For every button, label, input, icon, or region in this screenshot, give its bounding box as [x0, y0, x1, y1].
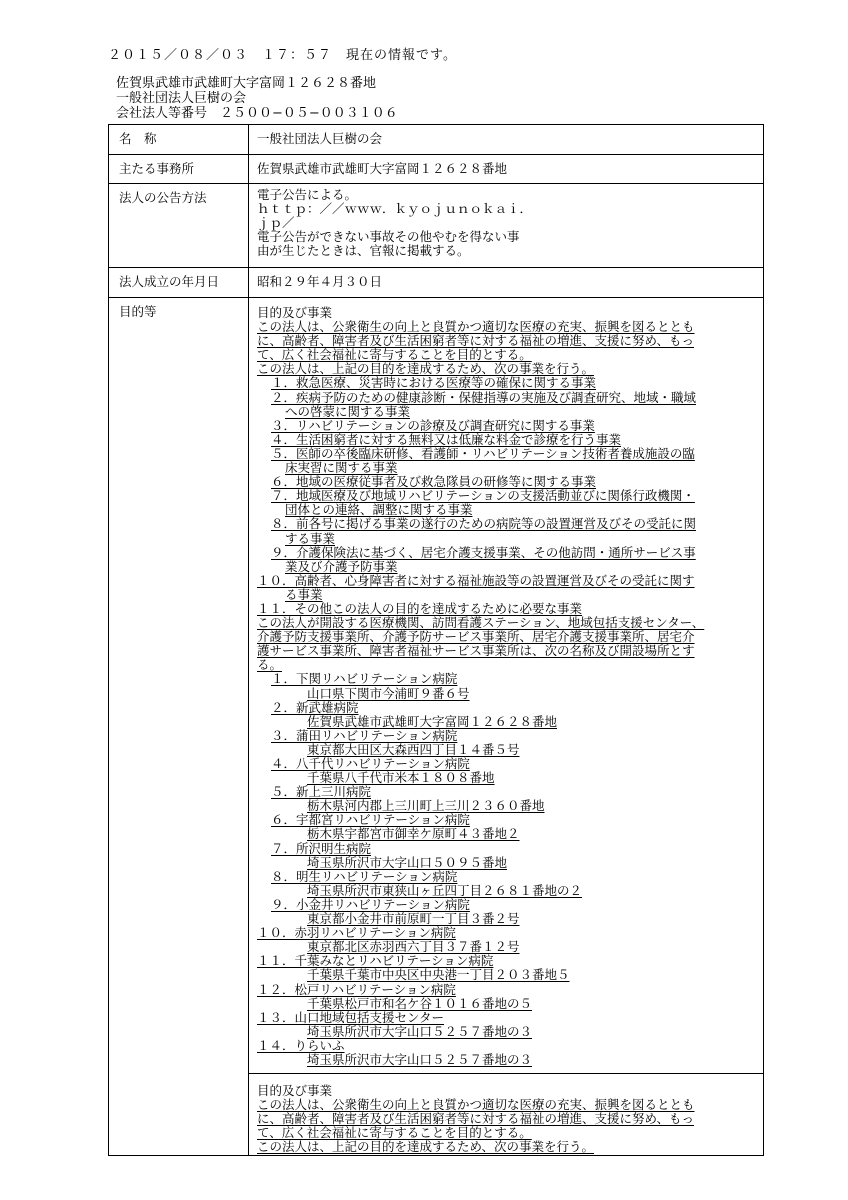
- notice-line: 電子公告による。: [257, 187, 358, 202]
- purpose-line: この法人が開設する医療機関、訪問看護ステーション、地域包括支援センター、: [257, 615, 705, 631]
- purpose-line: １３．山口地域包括支援センター: [257, 1009, 445, 1025]
- notice-line: 由が生じたときは、官報に掲載する。: [257, 243, 470, 259]
- purpose-line: この法人は、公衆衛生の向上と良質かつ適切な医療の充実、振興を図るととも: [257, 319, 695, 335]
- purpose-line: ８．前各号に掲げる事業の遂行のための病院等の設置運営及びその受託に関: [271, 516, 697, 532]
- purpose-line: て、広く社会福祉に寄与することを目的とする。: [257, 1125, 532, 1141]
- purpose-line: １１．その他この法人の目的を達成するために必要な事業: [257, 600, 583, 616]
- purpose-line: １．救急医療、災害時における医療等の確保に関する事業: [271, 375, 597, 391]
- label-office: 主たる事務所: [109, 155, 249, 184]
- purpose-line: ９．介護保険法に基づく、居宅介護支援事業、その他訪問・通所サービス事: [271, 544, 696, 560]
- purpose-line: 栃木県河内郡上三川町上三川２３６０番地: [307, 798, 545, 814]
- notice-line: ｈｔｔｐ：／／ｗｗｗ．ｋｙｏｊｕｎｏｋａｉ．: [257, 201, 533, 217]
- notice-line: 電子公告ができない事故その他やむを得ない事: [257, 229, 520, 245]
- header-corp-number: 会社法人等番号 ２５００−０５−００３１０６: [116, 106, 398, 121]
- row-established: [109, 268, 764, 298]
- purpose-line: １０．高齢者、心身障害者に対する福祉施設等の設置運営及びその受託に関す: [257, 572, 695, 588]
- purpose-line: ４．八千代リハビリテーション病院: [271, 756, 470, 771]
- purpose-line: 業及び介護予防事業: [285, 558, 398, 574]
- purpose-line: ９．小金井リハビリテーション病院: [271, 896, 470, 912]
- header-address: 佐賀県武雄市武雄町大字富岡１２６２８番地: [116, 76, 377, 91]
- purpose-line: 東京都小金井市前原町一丁目３番２号: [307, 911, 520, 927]
- label-notice: 法人の公告方法: [109, 184, 249, 268]
- purpose-line: 埼玉県所沢市大字山口５２５７番地の３: [307, 1051, 533, 1067]
- purpose-line: ４．生活困窮者に対する無料又は低廉な料金で診療を行う事業: [271, 431, 622, 447]
- purpose-line: 埼玉県所沢市東狭山ヶ丘四丁目２６８１番地の２: [307, 882, 583, 898]
- purpose-line: ５．新上三川病院: [271, 784, 372, 800]
- purpose-line: ７．所沢明生病院: [271, 840, 372, 856]
- purpose-line: 佐賀県武雄市武雄町大字富岡１２６２８番地: [307, 713, 558, 729]
- purpose-line: る。: [257, 657, 283, 673]
- purpose-line: 介護予防支援事業所、介護予防サービス事業所、居宅介護支援事業所、居宅介: [257, 629, 695, 645]
- purpose-line: 埼玉県所沢市大字山口５２５７番地の３: [307, 1023, 533, 1039]
- label-purpose: 目的等: [109, 298, 249, 1156]
- purpose-line: 千葉県松戸市和名ケ谷１０１６番地の５: [307, 995, 533, 1011]
- purpose-line: ２．新武雄病院: [271, 699, 359, 715]
- purpose-line: 目的及び事業: [257, 1083, 333, 1099]
- timestamp: ２０１５／０８／０３ １７：５７ 現在の情報です。: [108, 48, 457, 63]
- purpose-line: 団体との連絡、調整に関する事業: [285, 502, 473, 518]
- purpose-line: 栃木県宇都宮市御幸ケ原町４３番地２: [307, 826, 520, 842]
- purpose-line: 埼玉県所沢市大字山口５０９５番地: [307, 854, 508, 870]
- row-notice: [109, 184, 764, 268]
- purpose-line: ７．地域医療及び地域リハビリテーションの支援活動並びに関係行政機関・: [271, 488, 695, 504]
- label-established: 法人成立の年月日: [109, 268, 249, 298]
- purpose-line: １２．松戸リハビリテーション病院: [257, 981, 456, 997]
- purpose-block-history: [257, 1074, 757, 1154]
- purpose-line: この法人は、公衆衛生の向上と良質かつ適切な医療の充実、振興を図るととも: [257, 1097, 695, 1113]
- purpose-line: １４．りらいふ: [257, 1037, 345, 1053]
- purpose-line: ３．リハビリテーションの診療及び調査研究に関する事業: [271, 417, 595, 433]
- purpose-line: この法人は、上記の目的を達成するため、次の事業を行う。: [257, 361, 595, 377]
- label-name: 名 称: [109, 125, 249, 155]
- purpose-line: この法人は、上記の目的を達成するため、次の事業を行う。: [257, 1139, 595, 1155]
- row-office: [109, 155, 764, 184]
- purpose-line: する事業: [285, 530, 336, 546]
- purpose-line: 護サービス事業所、障害者福祉サービス事業所は、次の名称及び開設場所とす: [257, 643, 695, 659]
- purpose-line: ６．地域の医療従事者及び救急隊員の研修等に関する事業: [271, 474, 597, 490]
- purpose-line: １１．千葉みなとリハビリテーション病院: [257, 953, 494, 969]
- purpose-line: 山口県下関市今浦町９番６号: [307, 685, 470, 701]
- header-block: [116, 76, 398, 121]
- header-corp-name: 一般社団法人巨樹の会: [116, 91, 247, 106]
- purpose-line: に、高齢者、障害者及び生活困窮者等に対する福祉の増進、支援に努め、もっ: [257, 333, 695, 349]
- purpose-line: ２．疾病予防のための健康診断・保健指導の実施及び調査研究、地域・職域: [271, 389, 697, 405]
- row-purpose: [109, 298, 764, 1156]
- purpose-line: て、広く社会福祉に寄与することを目的とする。: [257, 347, 532, 363]
- value-established: 昭和２９年４月３０日: [249, 268, 764, 298]
- purpose-line: １．下関リハビリテーション病院: [271, 671, 458, 687]
- purpose-line: 床実習に関する事業: [285, 460, 398, 476]
- purpose-line: 千葉県八千代市米本１８０８番地: [307, 770, 495, 786]
- purpose-line: る事業: [285, 586, 323, 602]
- purpose-line: ６．宇都宮リハビリテーション病院: [271, 812, 470, 828]
- value-office: 佐賀県武雄市武雄町大字富岡１２６２８番地: [249, 155, 764, 184]
- purpose-line: ３．蒲田リハビリテーション病院: [271, 727, 458, 743]
- purpose-line: 東京都大田区大森西四丁目１４番５号: [307, 741, 520, 757]
- value-notice: [249, 184, 764, 268]
- purpose-line: ５．医師の卒後臨床研修、看護師・リハビリテーション技術者養成施設の臨: [271, 445, 695, 461]
- purpose-line: 東京都北区赤羽西六丁目３７番１２号: [307, 939, 520, 955]
- notice-line: ｊｐ／: [257, 215, 295, 231]
- purpose-line: １０．赤羽リハビリテーション病院: [257, 925, 456, 941]
- purpose-line: 千葉県千葉市中央区中央港一丁目２０３番地５: [307, 967, 570, 983]
- purpose-line: 目的及び事業: [257, 305, 333, 320]
- registry-table: [108, 124, 764, 1156]
- value-name: 一般社団法人巨樹の会: [249, 125, 764, 155]
- row-name: [109, 125, 764, 155]
- purpose-block-current: [249, 302, 763, 1074]
- value-purpose: [249, 298, 764, 1156]
- purpose-line: に、高齢者、障害者及び生活困窮者等に対する福祉の増進、支援に努め、もっ: [257, 1111, 695, 1127]
- purpose-line: ８．明生リハビリテーション病院: [271, 868, 458, 884]
- purpose-line: への啓蒙に関する事業: [285, 403, 411, 419]
